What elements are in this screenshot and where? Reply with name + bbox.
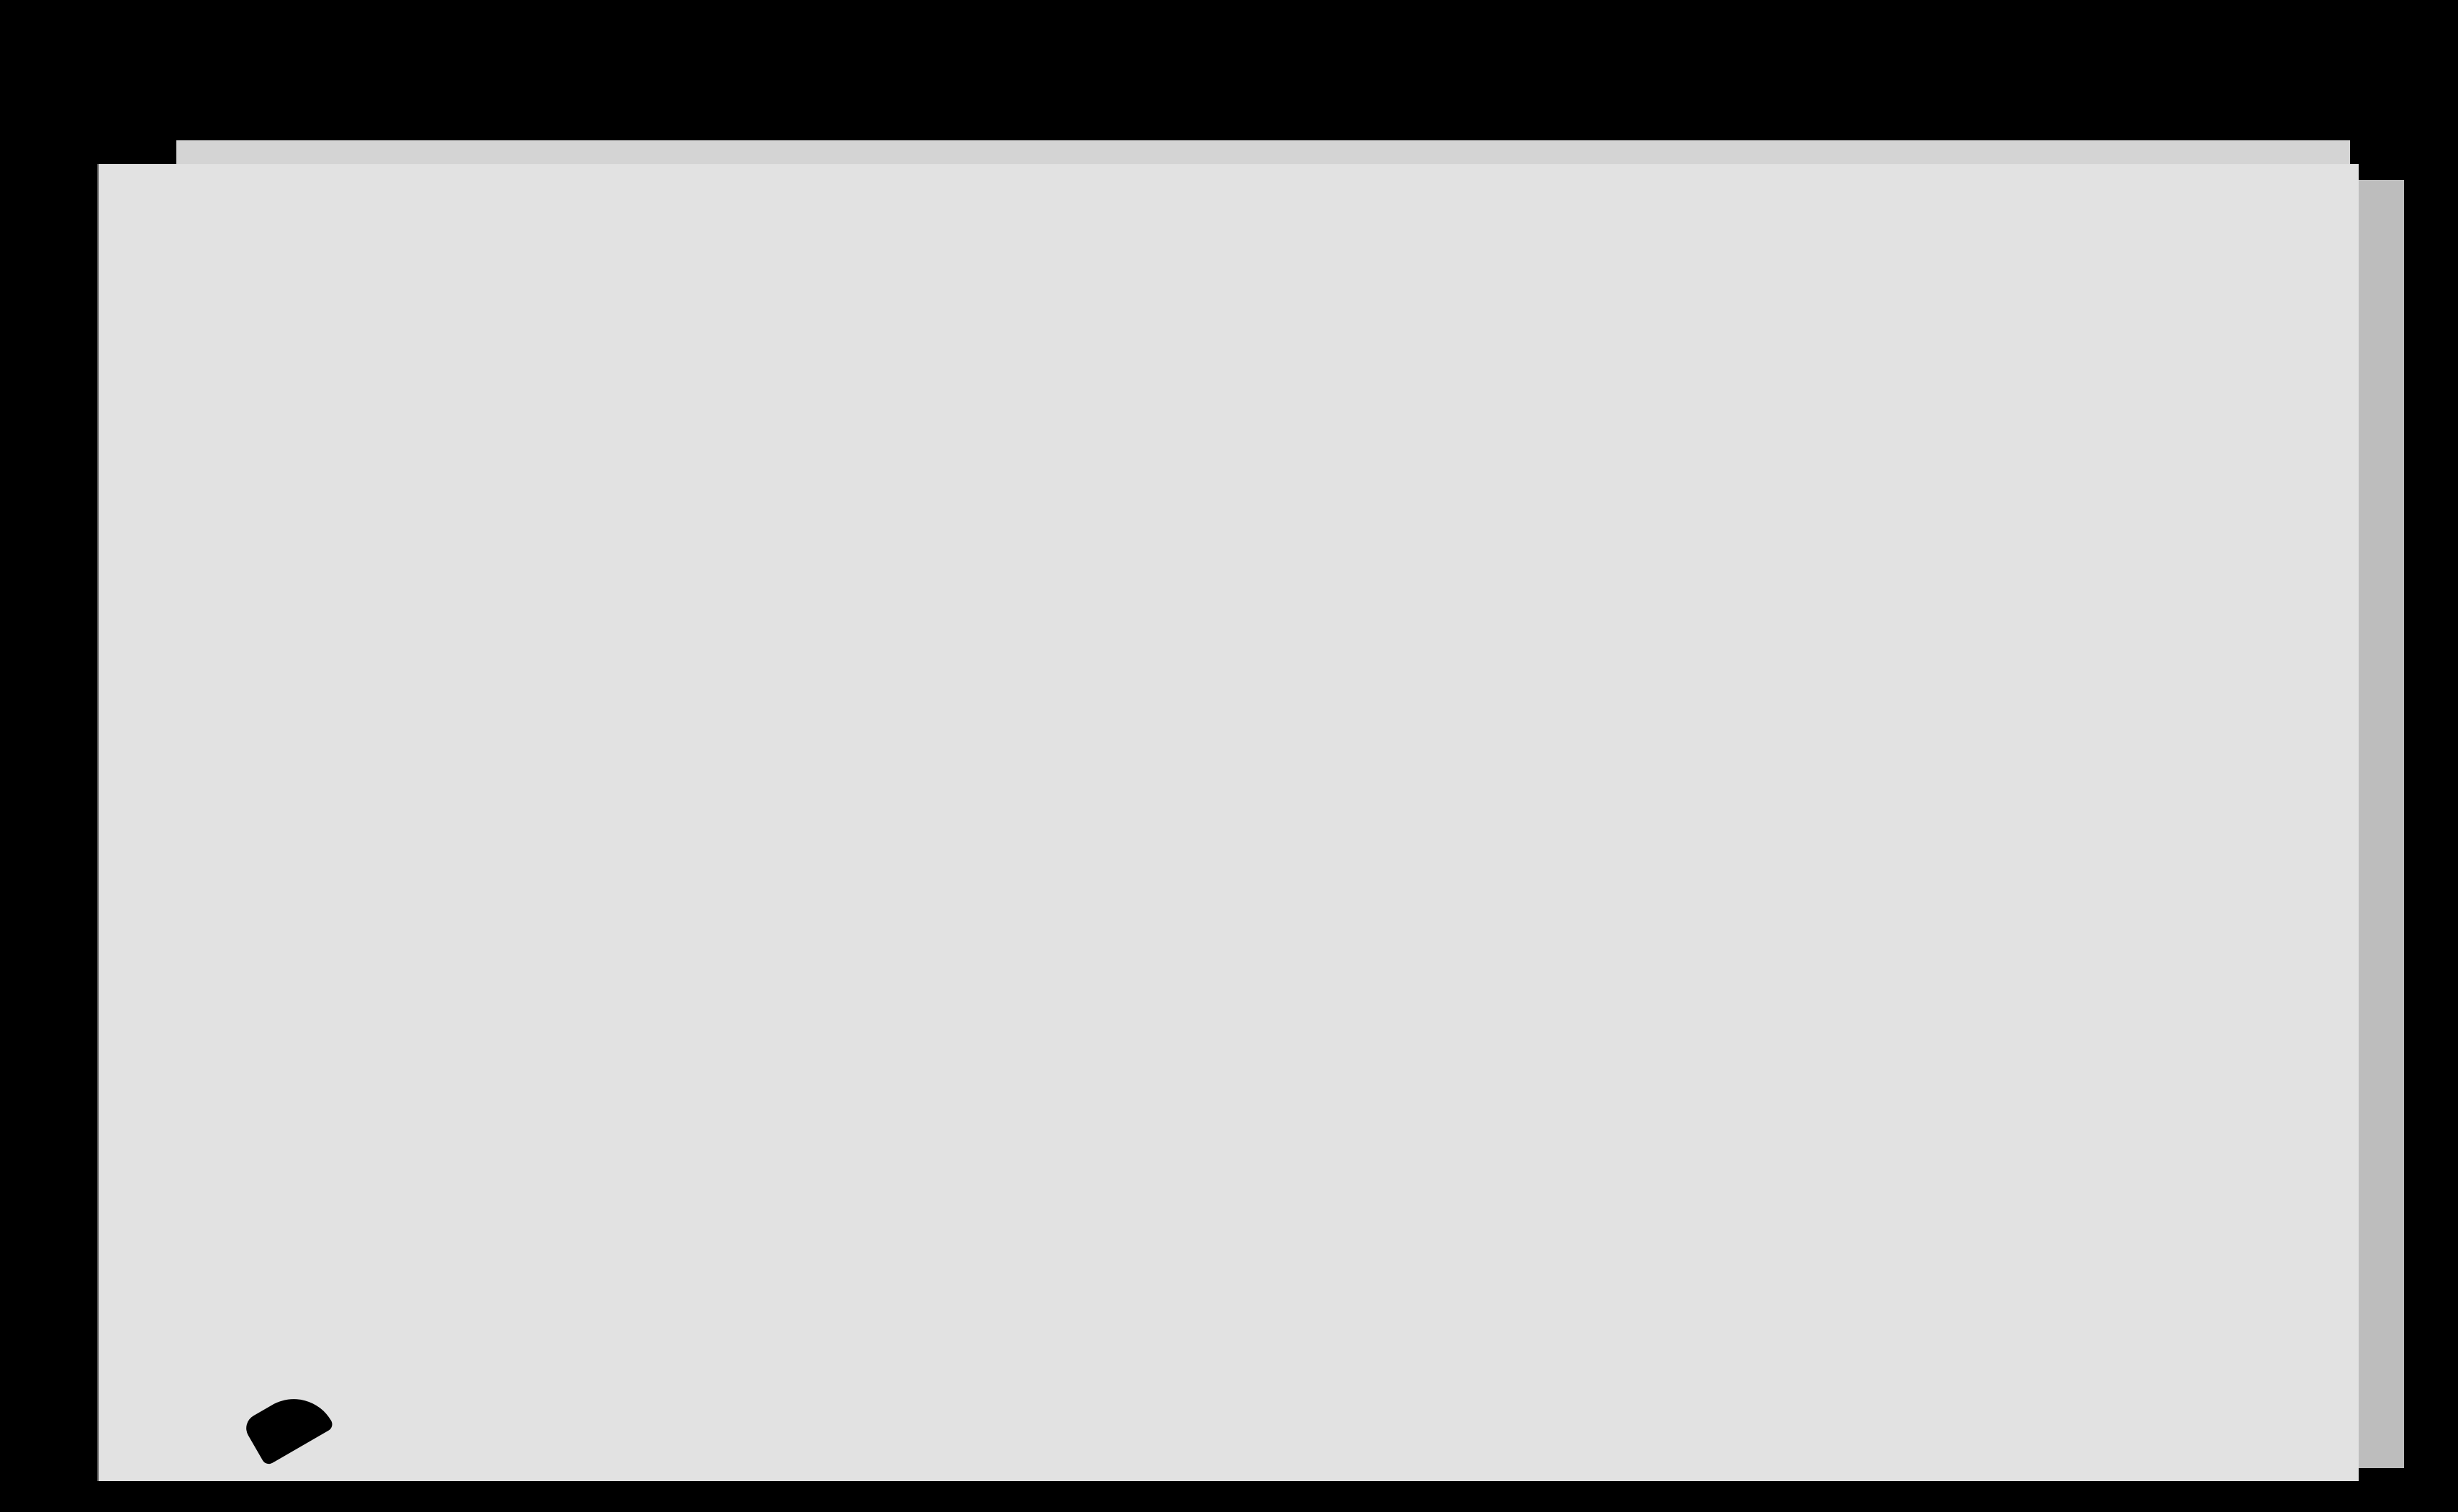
- row-nadelnykh: [130, 1177, 173, 1292]
- right-card-edge: [2354, 180, 2404, 1468]
- row-vne: [119, 1295, 176, 1418]
- population-side-label: [1907, 547, 1936, 950]
- hired-workers-label: [396, 497, 446, 900]
